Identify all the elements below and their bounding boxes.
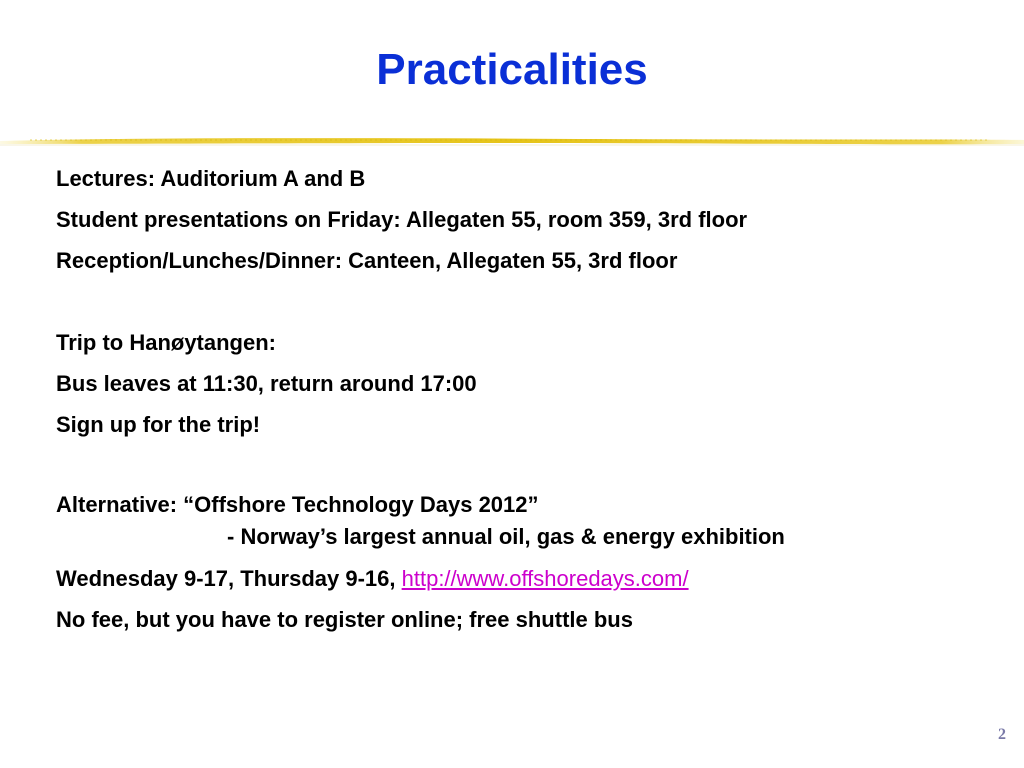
lectures-line: Lectures: Auditorium A and B [56, 166, 366, 191]
trip-heading: Trip to Hanøytangen: [56, 330, 276, 355]
reception-line: Reception/Lunches/Dinner: Canteen, Allegaten 55, 3rd floor [56, 248, 678, 273]
alternative-line: Alternative: “Offshore Technology Days 2012” [56, 492, 539, 517]
title-divider [0, 128, 1024, 152]
bus-line: Bus leaves at 11:30, return around 17:00 [56, 371, 477, 396]
signup-line: Sign up for the trip! [56, 412, 261, 437]
fee-line: No fee, but you have to register online; free shuttle bus [56, 607, 633, 632]
page-number: 2 [998, 726, 1006, 743]
slide-title: Practicalities [376, 45, 648, 94]
alternative-subline: - Norway’s largest annual oil, gas & energy exhibition [227, 524, 785, 549]
schedule-text: Wednesday 9-17, Thursday 9-16, [56, 566, 402, 591]
offshoredays-link[interactable]: http://www.offshoredays.com/ [401, 566, 689, 591]
presentations-line: Student presentations on Friday: Allegaten 55, room 359, 3rd floor [56, 207, 748, 232]
schedule-line [56, 566, 1006, 592]
